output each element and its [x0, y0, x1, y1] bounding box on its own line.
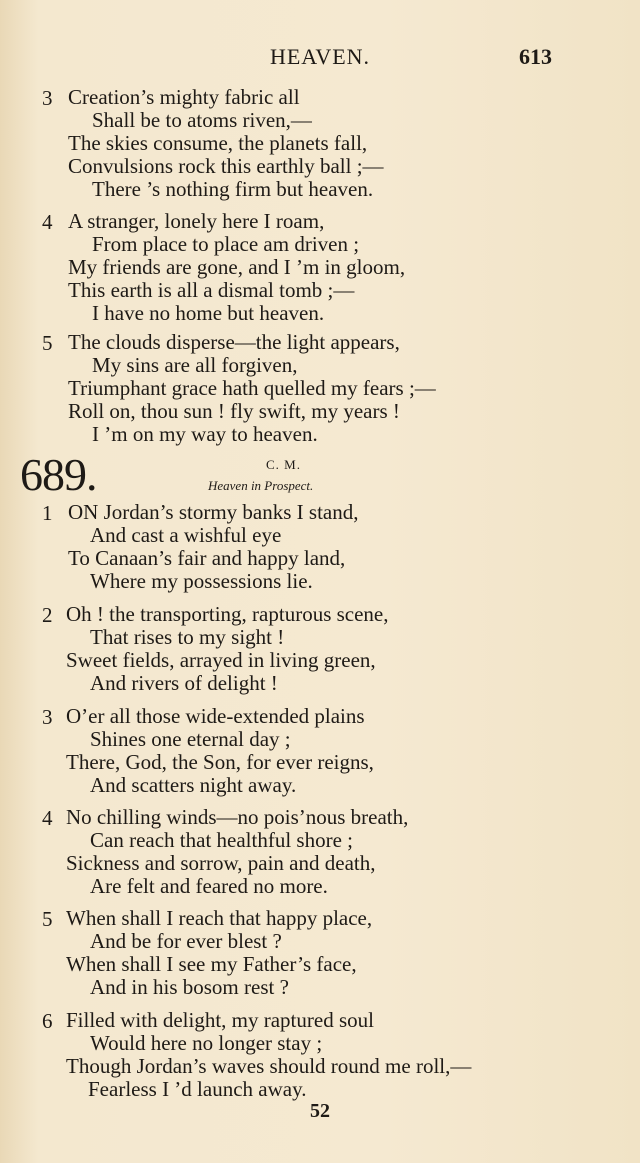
verse-line: My sins are all forgiven, — [92, 353, 298, 377]
stanza-number: 3 — [42, 705, 53, 729]
verse-line: I have no home but heaven. — [92, 301, 325, 325]
verse-line: This earth is all a dismal tomb ;— — [68, 278, 355, 302]
verse-line: Sweet fields, arrayed in living green, — [66, 648, 376, 672]
verse-line: The skies consume, the planets fall, — [68, 131, 368, 155]
verse-line: Shall be to atoms riven,— — [92, 108, 312, 132]
verse-line: When shall I see my Father’s face, — [66, 952, 357, 976]
verse-line: Are felt and feared no more. — [90, 874, 328, 898]
verse-line: The clouds disperse—the light appears, — [68, 330, 400, 354]
verse-line: Triumphant grace hath quelled my fears ;— — [68, 376, 436, 400]
verse-line: Where my possessions lie. — [90, 569, 313, 593]
verse-line: I ’m on my way to heaven. — [92, 422, 318, 446]
stanza-number: 5 — [42, 907, 53, 931]
running-header: HEAVEN. — [269, 44, 371, 69]
verse-line: A stranger, lonely here I roam, — [68, 209, 325, 233]
verse-line: From place to place am driven ; — [92, 232, 360, 256]
verse-line: There ’s nothing firm but heaven. — [92, 177, 374, 201]
verse-line: Sickness and sorrow, pain and death, — [66, 851, 376, 875]
verse-line: And scatters night away. — [90, 773, 297, 797]
stanza-number: 3 — [42, 86, 53, 110]
verse-line: Creation’s mighty fabric all — [68, 85, 300, 109]
verse-line: Would here no longer stay ; — [90, 1031, 323, 1055]
verse-line: Roll on, thou sun ! fly swift, my years ! — [68, 399, 400, 423]
hymn-number: 689. — [20, 449, 97, 500]
stanza-number: 4 — [42, 806, 53, 830]
verse-line: No chilling winds—no pois’nous breath, — [66, 805, 409, 829]
verse-line: Filled with delight, my raptured soul — [66, 1008, 374, 1032]
verse-line: And cast a wishful eye — [90, 523, 282, 547]
verse-line: Though Jordan’s waves should round me roll,— — [66, 1054, 472, 1078]
verse-line: And be for ever blest ? — [90, 929, 282, 953]
verse-line: And in his bosom rest ? — [90, 975, 289, 999]
verse-line: Convulsions rock this earthly ball ;— — [68, 154, 384, 178]
stanza-number: 4 — [42, 210, 53, 234]
verse-line: When shall I reach that happy place, — [66, 906, 373, 930]
hymn-title: Heaven in Prospect. — [208, 478, 314, 493]
stanza-number: 2 — [42, 603, 53, 627]
verse-line: Shines one eternal day ; — [90, 727, 291, 751]
stanza-number: 1 — [42, 501, 53, 525]
verse-line: That rises to my sight ! — [90, 625, 285, 649]
stanza-number: 6 — [42, 1009, 53, 1033]
verse-line: And rivers of delight ! — [90, 671, 278, 695]
page-number: 613 — [519, 44, 552, 69]
stanza-number: 5 — [42, 331, 53, 355]
verse-line: ON Jordan’s stormy banks I stand, — [68, 500, 359, 524]
verse-line: Oh ! the transporting, rapturous scene, — [66, 602, 389, 626]
signature-mark: 52 — [310, 1100, 330, 1122]
verse-line: My friends are gone, and I ’m in gloom, — [68, 255, 406, 279]
verse-line: Can reach that healthful shore ; — [90, 828, 353, 852]
hymn-meter: C. M. — [266, 457, 301, 472]
verse-line: O’er all those wide-extended plains — [66, 704, 365, 728]
verse-line: Fearless I ’d launch away. — [88, 1077, 307, 1101]
verse-line: There, God, the Son, for ever reigns, — [66, 750, 374, 774]
verse-line: To Canaan’s fair and happy land, — [68, 546, 346, 570]
